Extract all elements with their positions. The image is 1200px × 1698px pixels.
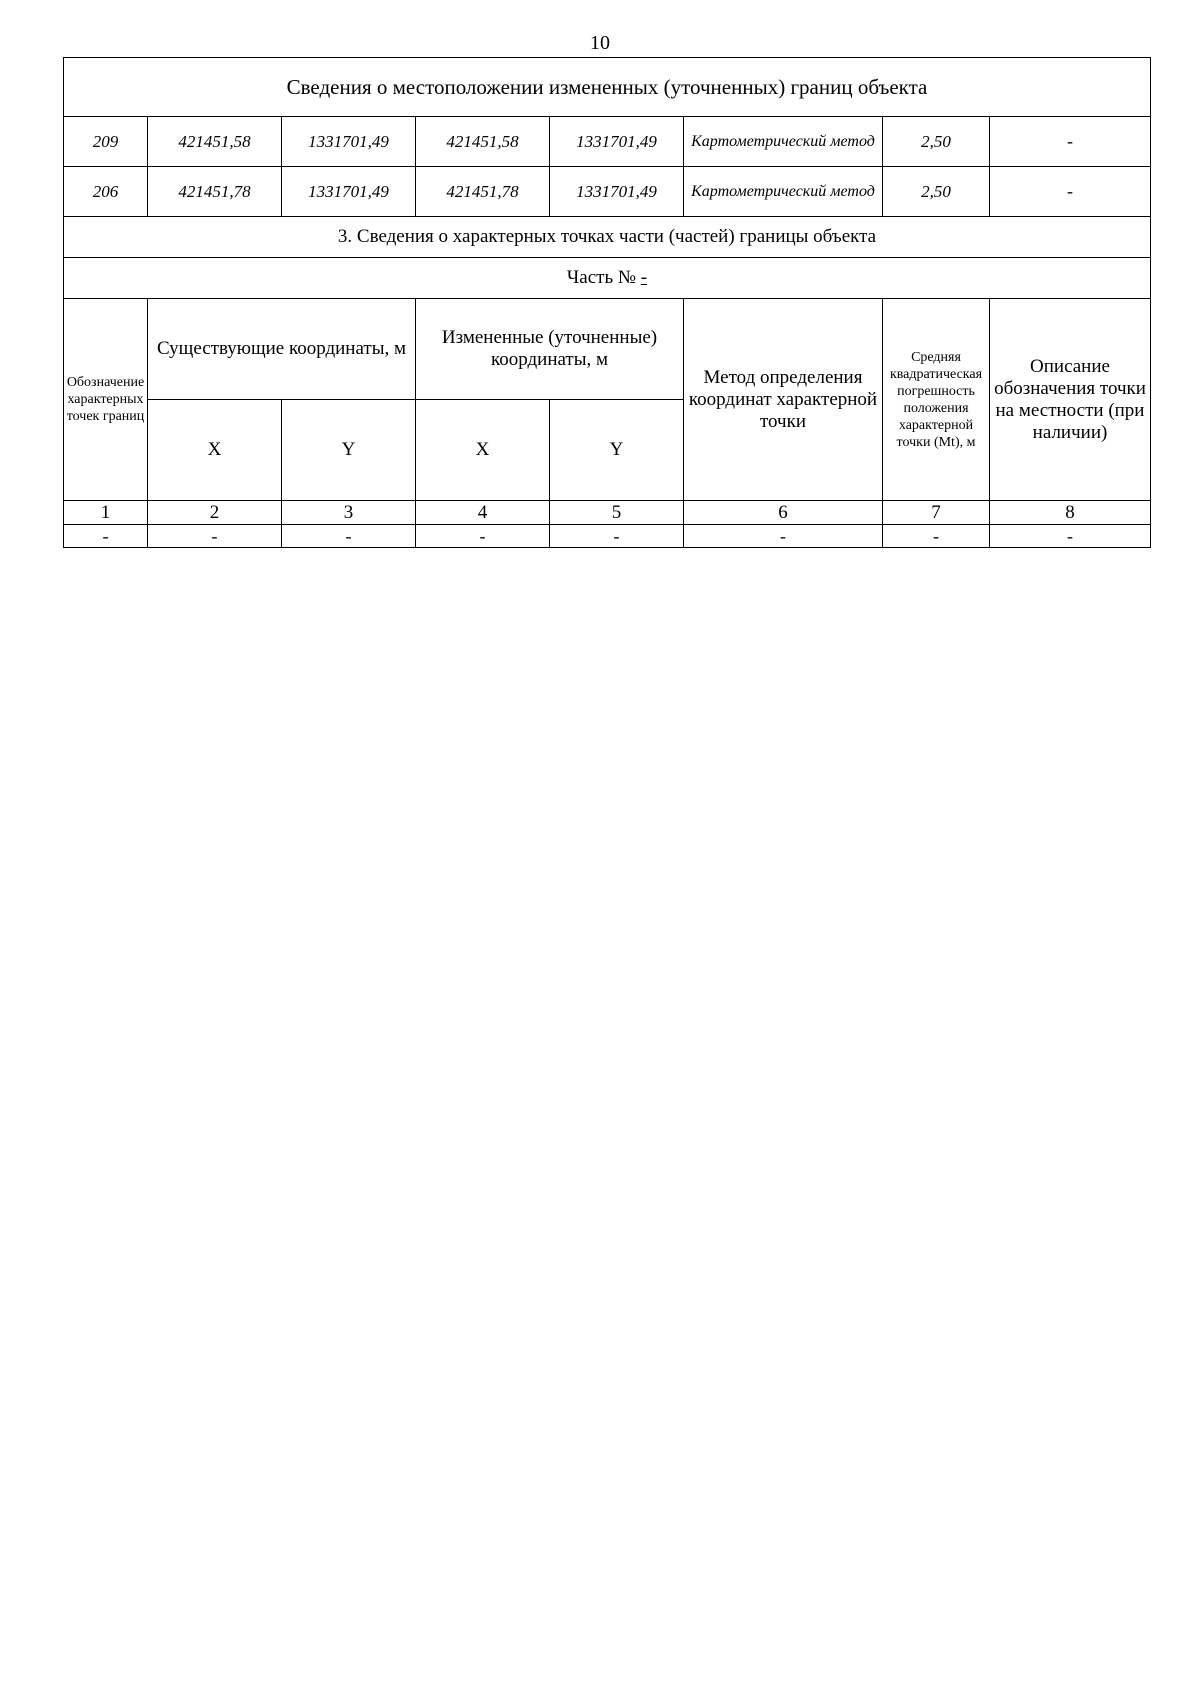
section-3-title-row [64,217,1151,258]
header-existing-coords: Существующие координаты, м [148,299,416,400]
header-y-existing: Y [282,400,416,501]
empty-cell: - [282,525,416,548]
column-number: 1 [64,501,148,525]
empty-cell: - [416,525,550,548]
description-cell: - [990,117,1151,167]
part-row [64,258,1151,299]
point-cell: 206 [64,167,148,217]
boundary-table [63,57,1151,548]
header-y-changed: Y [550,400,684,501]
header-accuracy: Средняя квадратическая погрешность положения характерной точки (Mt), м [883,299,990,501]
column-number: 6 [684,501,883,525]
table-row [64,525,1151,548]
x-existing-cell: 421451,78 [148,167,282,217]
empty-cell: - [148,525,282,548]
header-changed-coords: Измененные (уточненные) координаты, м [416,299,684,400]
column-number: 4 [416,501,550,525]
table-row [64,167,1151,217]
header-x-existing: X [148,400,282,501]
column-number: 2 [148,501,282,525]
x-existing-cell: 421451,58 [148,117,282,167]
table-title-row [64,58,1151,117]
page-number: 10 [590,32,610,54]
empty-cell: - [990,525,1151,548]
column-number: 8 [990,501,1151,525]
column-number: 5 [550,501,684,525]
y-changed-cell: 1331701,49 [550,167,684,217]
x-changed-cell: 421451,58 [416,117,550,167]
column-number: 3 [282,501,416,525]
method-cell: Картометрический метод [684,167,883,217]
column-number-row [64,501,1151,525]
empty-cell: - [883,525,990,548]
empty-cell: - [64,525,148,548]
section-3-title: 3. Сведения о характерных точках части (частей) границы объекта [64,217,1151,258]
part-label: Часть № [566,267,636,288]
y-changed-cell: 1331701,49 [550,117,684,167]
y-existing-cell: 1331701,49 [282,117,416,167]
table-row [64,117,1151,167]
y-existing-cell: 1331701,49 [282,167,416,217]
point-cell: 209 [64,117,148,167]
accuracy-cell: 2,50 [883,117,990,167]
method-cell: Картометрический метод [684,117,883,167]
column-number: 7 [883,501,990,525]
header-row-top [64,299,1151,400]
table-title: Сведения о местоположении измененных (уточненных) границ объекта [64,58,1151,117]
empty-cell: - [684,525,883,548]
header-description: Описание обозначения точки на местности (при наличии) [990,299,1151,501]
x-changed-cell: 421451,78 [416,167,550,217]
accuracy-cell: 2,50 [883,167,990,217]
header-x-changed: X [416,400,550,501]
header-point-designation: Обозначение характерных точек границ [64,299,148,501]
description-cell: - [990,167,1151,217]
header-method: Метод определения координат характерной точки [684,299,883,501]
part-cell [64,258,1151,299]
part-value: - [640,267,648,288]
empty-cell: - [550,525,684,548]
